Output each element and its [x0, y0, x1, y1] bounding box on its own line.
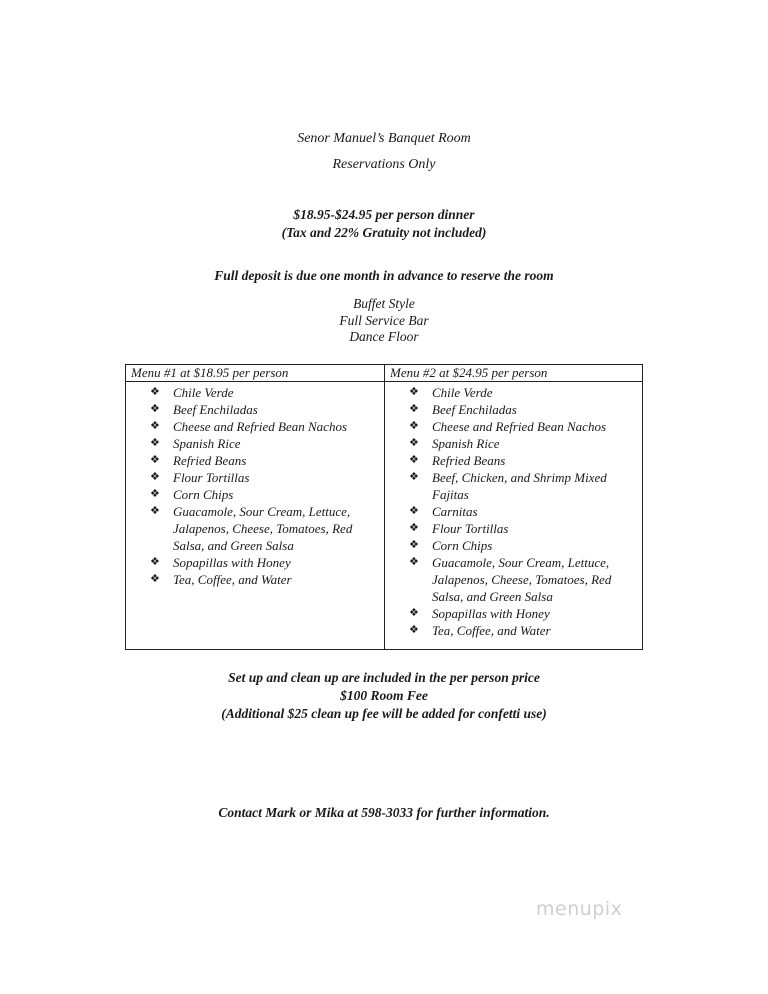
menu-item: [385, 452, 642, 469]
menu-item: [385, 384, 642, 401]
menu-item-label: Spanish Rice: [432, 436, 500, 451]
menu-item-label: Refried Beans: [173, 453, 247, 468]
menu-item-label: Flour Tortillas: [432, 521, 509, 536]
menu-item: [385, 537, 642, 554]
diamond-bullet-icon: ❖: [150, 403, 160, 415]
diamond-bullet-icon: ❖: [409, 556, 419, 568]
menu-item: [385, 554, 642, 605]
menu-item: [126, 384, 384, 401]
menu-item-label: Flour Tortillas: [173, 470, 250, 485]
menu-item-label: Chile Verde: [173, 385, 234, 400]
diamond-bullet-icon: ❖: [150, 505, 160, 517]
menu-item-label: Sopapillas with Honey: [432, 606, 550, 621]
menu-2-title: Menu #2 at $24.95 per person: [385, 365, 642, 382]
menu-item: [385, 605, 642, 622]
menu-item: [126, 469, 384, 486]
menu-item: [126, 571, 384, 588]
page-title: Senor Manuel’s Banquet Room: [297, 131, 471, 146]
menu-item-label: Refried Beans: [432, 453, 506, 468]
menu-item: [126, 435, 384, 452]
diamond-bullet-icon: ❖: [150, 437, 160, 449]
menu-item-label: Chile Verde: [432, 385, 493, 400]
diamond-bullet-icon: ❖: [150, 420, 160, 432]
diamond-bullet-icon: ❖: [150, 454, 160, 466]
menu-item-label: Guacamole, Sour Cream, Lettuce, Jalapenos, Cheese, Tomatoes, Red Salsa, and Green Salsa: [173, 504, 353, 553]
menu-item-label: Tea, Coffee, and Water: [432, 623, 551, 638]
watermark-logo: menupix: [536, 898, 623, 920]
menu-item: [126, 418, 384, 435]
menu-item: [385, 469, 642, 503]
confetti-note: (Additional $25 clean up fee will be added for confetti use): [221, 706, 547, 721]
feature-dance: Dance Floor: [349, 329, 419, 344]
diamond-bullet-icon: ❖: [409, 522, 419, 534]
menu-item: [385, 435, 642, 452]
tax-note: (Tax and 22% Gratuity not included): [281, 225, 487, 240]
menu-item: [385, 520, 642, 537]
diamond-bullet-icon: ❖: [409, 607, 419, 619]
menu-2-column: [384, 365, 642, 649]
menu-item: [385, 418, 642, 435]
menu-item-label: Cheese and Refried Bean Nachos: [173, 419, 348, 434]
menu-item-label: Carnitas: [432, 504, 478, 519]
menu-2-list: [385, 382, 642, 639]
menu-1-list: [126, 382, 384, 588]
menu-item-label: Beef, Chicken, and Shrimp Mixed Fajitas: [432, 470, 607, 502]
diamond-bullet-icon: ❖: [150, 573, 160, 585]
diamond-bullet-icon: ❖: [409, 454, 419, 466]
menu-table: [125, 364, 643, 650]
menu-item-label: Corn Chips: [432, 538, 493, 553]
menu-item: [126, 452, 384, 469]
menu-item: [126, 503, 384, 554]
diamond-bullet-icon: ❖: [409, 505, 419, 517]
menu-item-label: Guacamole, Sour Cream, Lettuce, Jalapenos, Cheese, Tomatoes, Red Salsa, and Green Salsa: [432, 555, 612, 604]
menu-item-label: Sopapillas with Honey: [173, 555, 291, 570]
menu-item-label: Cheese and Refried Bean Nachos: [432, 419, 607, 434]
diamond-bullet-icon: ❖: [409, 403, 419, 415]
page-subtitle: Reservations Only: [332, 157, 436, 172]
menu-1-title: Menu #1 at $18.95 per person: [126, 365, 384, 382]
diamond-bullet-icon: ❖: [150, 556, 160, 568]
diamond-bullet-icon: ❖: [409, 471, 419, 483]
menu-item-label: Corn Chips: [173, 487, 234, 502]
diamond-bullet-icon: ❖: [150, 471, 160, 483]
menu-item: [126, 401, 384, 418]
menu-item: [126, 554, 384, 571]
feature-buffet: Buffet Style: [353, 296, 415, 311]
contact-info: Contact Mark or Mika at 598-3033 for further information.: [218, 805, 550, 820]
menu-item: [385, 503, 642, 520]
diamond-bullet-icon: ❖: [150, 386, 160, 398]
setup-note: Set up and clean up are included in the per person price: [228, 670, 540, 685]
menu-1-column: [126, 365, 384, 649]
diamond-bullet-icon: ❖: [409, 539, 419, 551]
menu-item-label: Beef Enchiladas: [432, 402, 517, 417]
deposit-note: Full deposit is due one month in advance to reserve the room: [214, 268, 554, 283]
diamond-bullet-icon: ❖: [409, 624, 419, 636]
room-fee: $100 Room Fee: [340, 688, 428, 703]
menu-item-label: Spanish Rice: [173, 436, 241, 451]
diamond-bullet-icon: ❖: [409, 437, 419, 449]
menu-item: [385, 622, 642, 639]
menu-item-label: Tea, Coffee, and Water: [173, 572, 292, 587]
menu-item: [385, 401, 642, 418]
menu-item: [126, 486, 384, 503]
diamond-bullet-icon: ❖: [409, 386, 419, 398]
diamond-bullet-icon: ❖: [150, 488, 160, 500]
menu-item-label: Beef Enchiladas: [173, 402, 258, 417]
feature-bar: Full Service Bar: [339, 313, 429, 328]
diamond-bullet-icon: ❖: [409, 420, 419, 432]
price-range: $18.95-$24.95 per person dinner: [293, 207, 475, 222]
